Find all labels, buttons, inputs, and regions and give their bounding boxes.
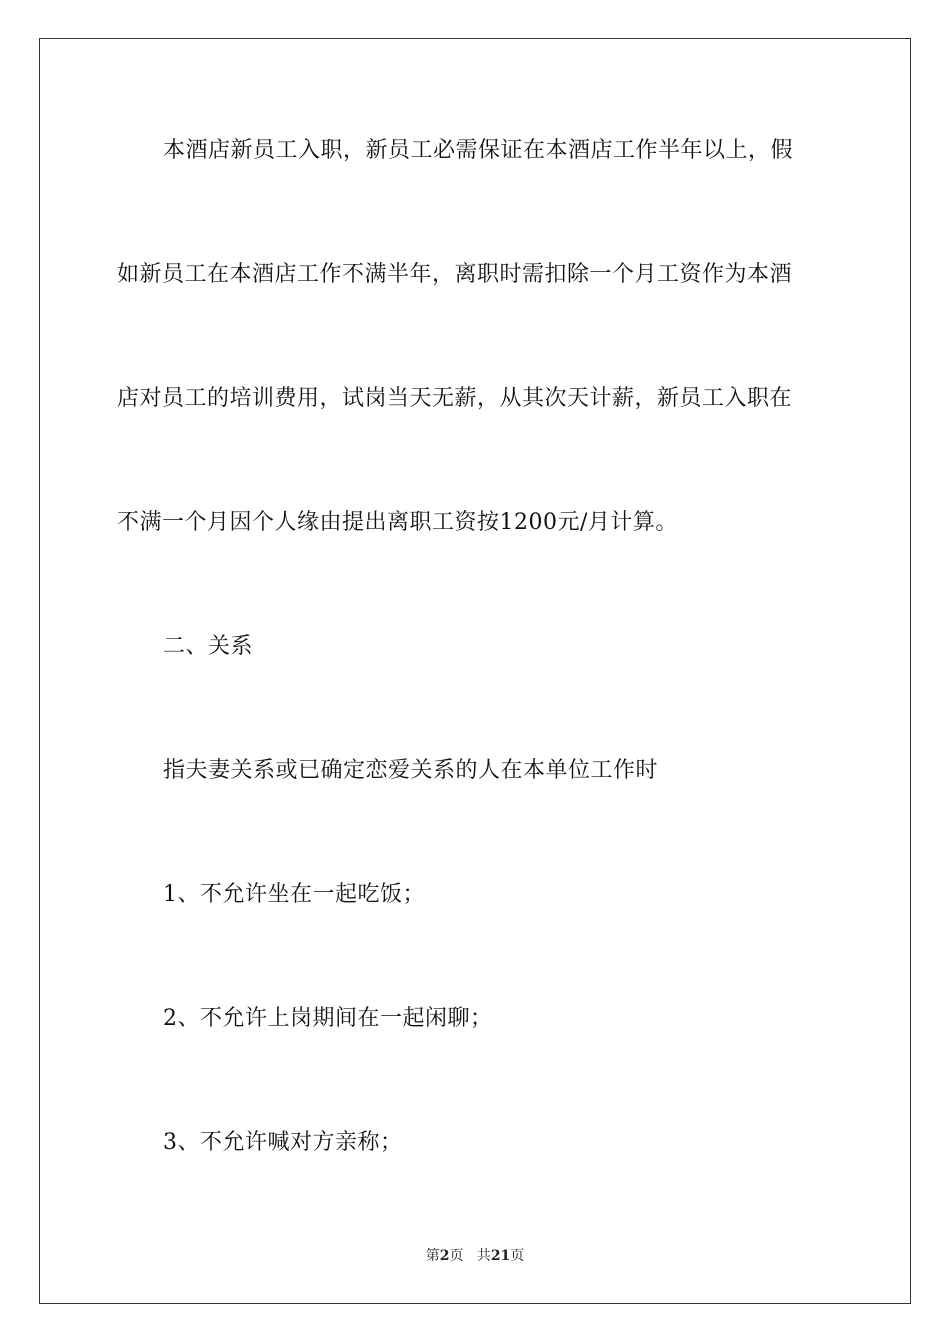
- section-heading: 二、关系: [163, 634, 254, 659]
- paragraph-line-3: 店对员工的培训费用，试岗当天无薪，从其次天计薪，新员工入职在: [117, 386, 793, 411]
- footer-total-prefix: 共: [476, 1248, 491, 1264]
- footer-page-prefix: 第: [425, 1248, 440, 1264]
- section-intro: 指夫妻关系或已确定恋爱关系的人在本单位工作时: [163, 758, 659, 783]
- footer-page-suffix: 页: [449, 1248, 464, 1264]
- paragraph-line-1: 本酒店新员工入职，新员工必需保证在本酒店工作半年以上，假: [163, 138, 794, 163]
- rule-item: 3、不允许喊对方亲称；: [163, 1130, 403, 1155]
- rule-item: 1、不允许坐在一起吃饭；: [163, 882, 425, 907]
- page-footer: [0, 1246, 950, 1266]
- footer-page-number: 2: [439, 1248, 450, 1264]
- paragraph-line-2: 如新员工在本酒店工作不满半年，离职时需扣除一个月工资作为本酒: [117, 262, 793, 287]
- footer-total-pages: 21: [490, 1248, 511, 1264]
- paragraph-line-4: 不满一个月因个人缘由提出离职工资按1200元/月计算。: [117, 510, 678, 535]
- page-border: [39, 38, 911, 1304]
- rule-item: 2、不允许上岗期间在一起闲聊；: [163, 1006, 493, 1031]
- footer-total-suffix: 页: [510, 1248, 525, 1264]
